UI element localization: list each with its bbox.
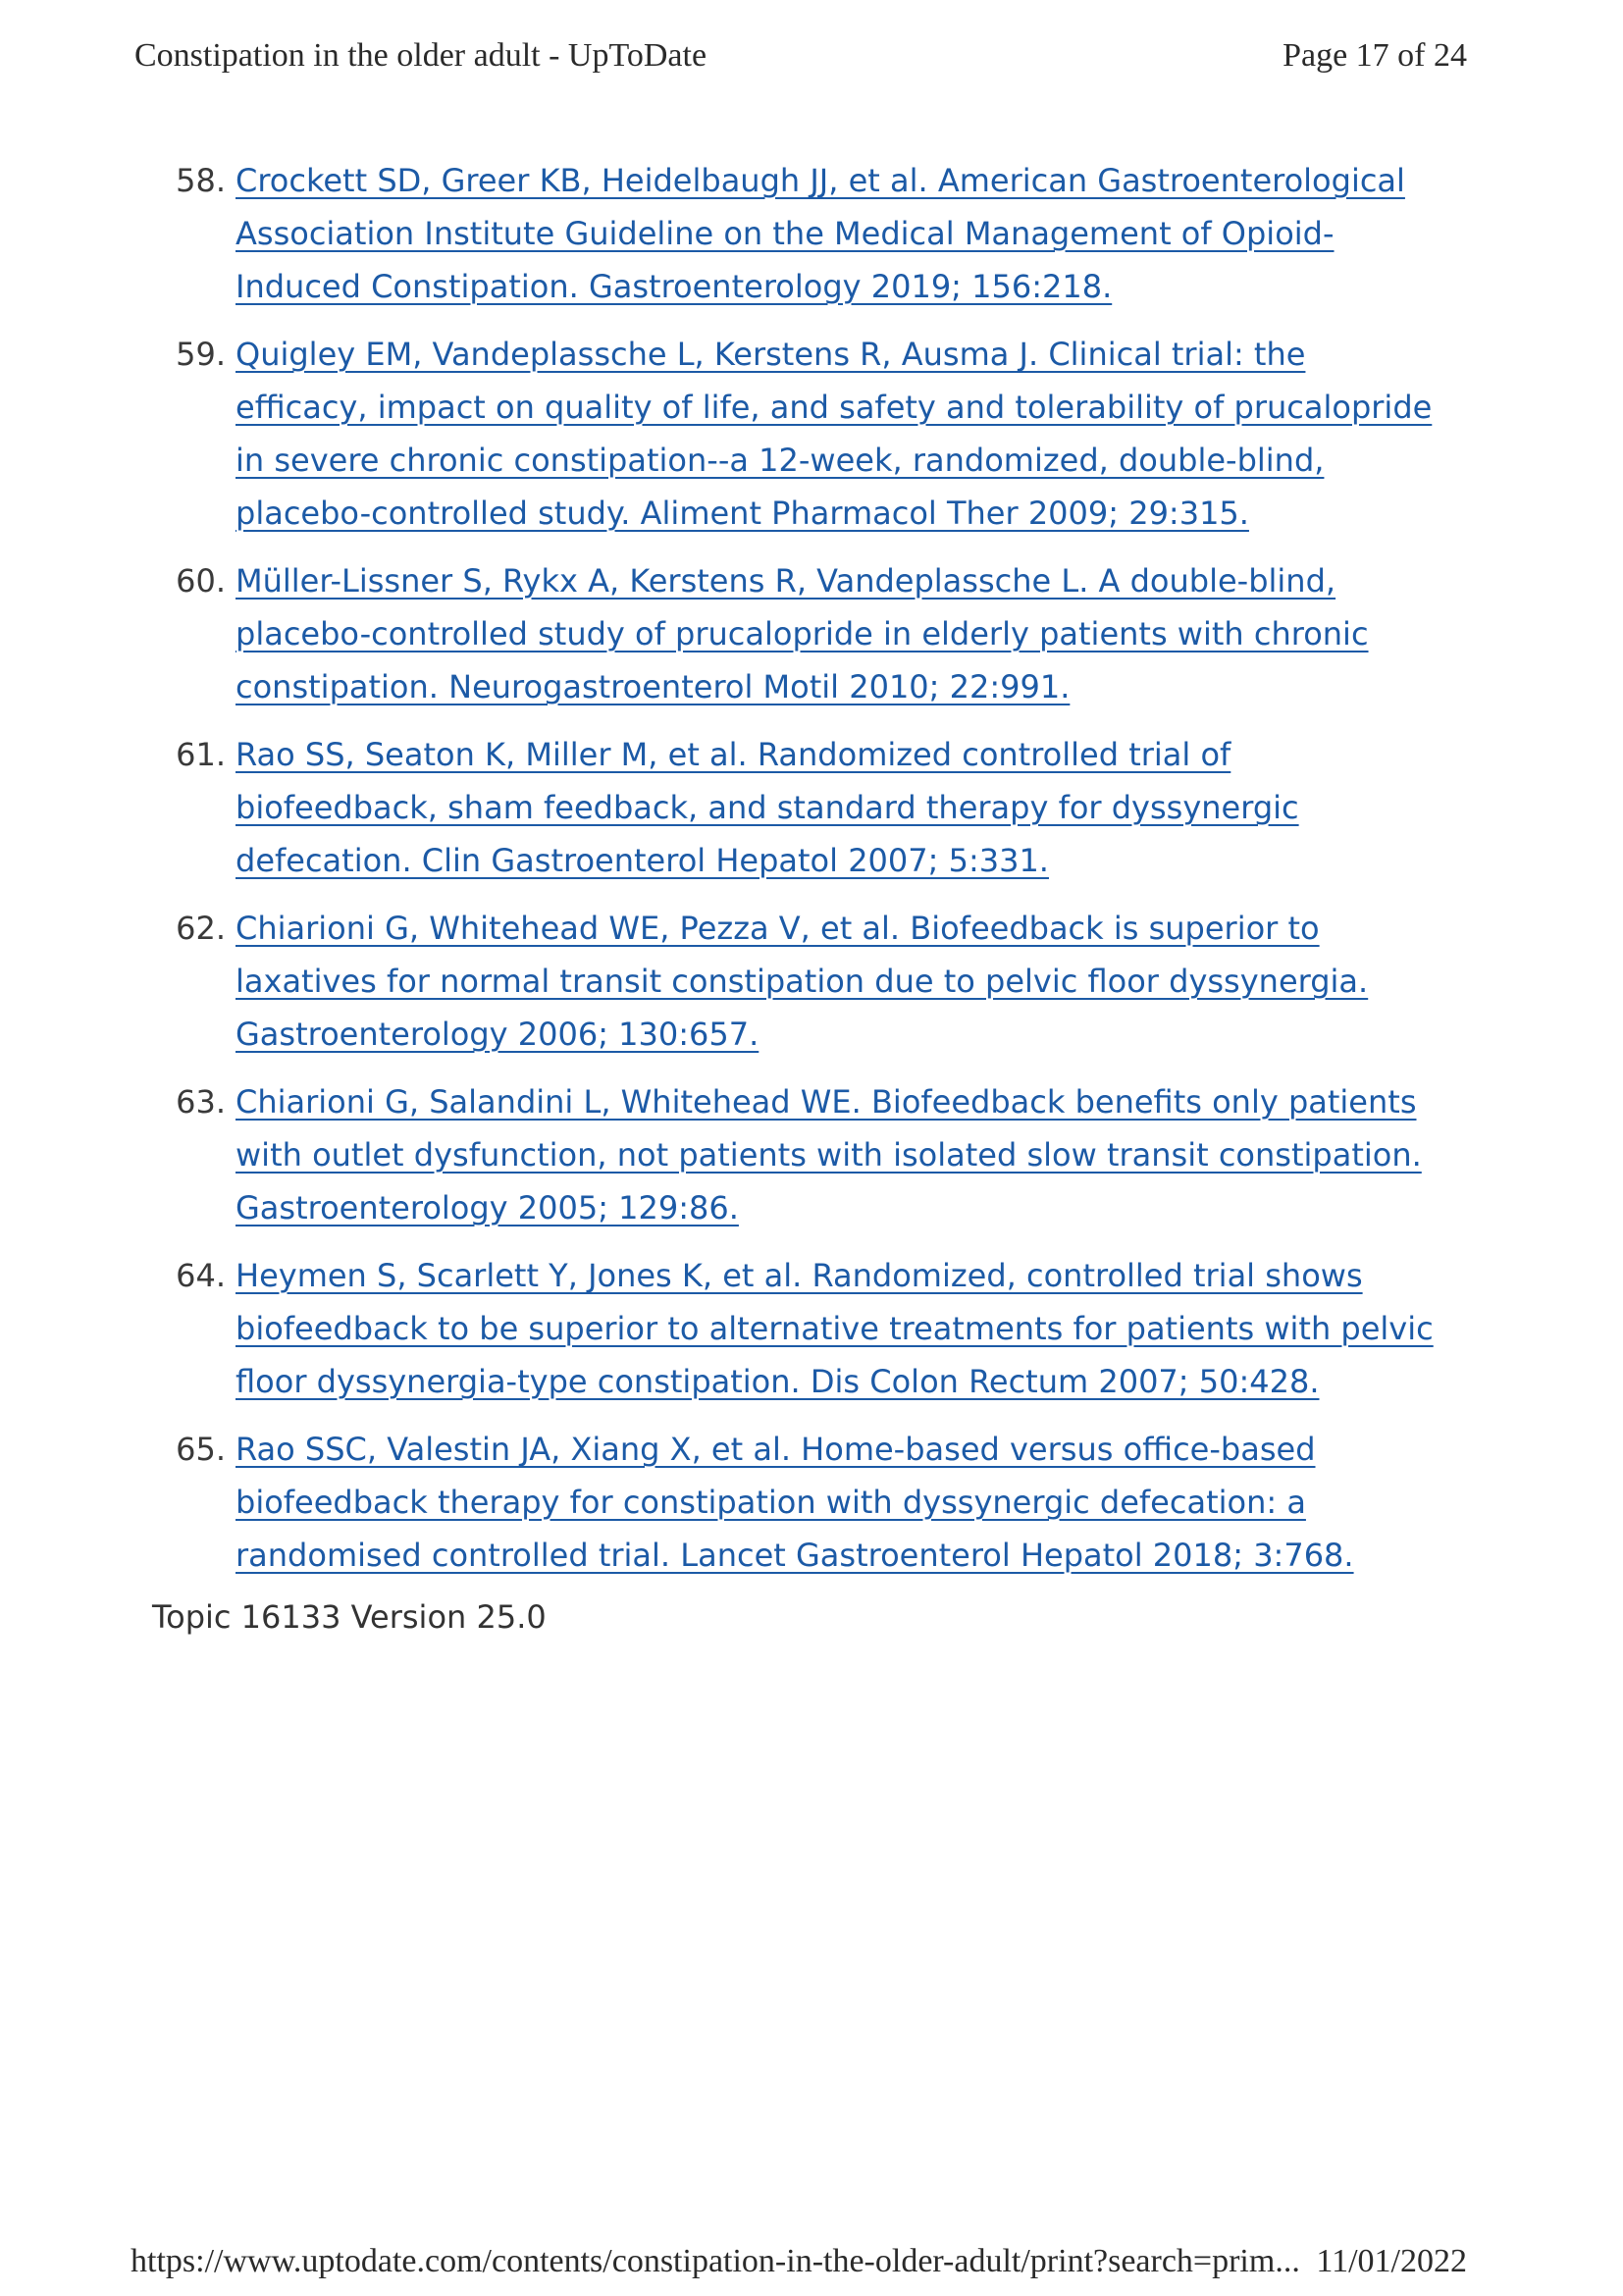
reference-list <box>147 154 1462 1596</box>
reference-item-61 <box>147 728 1462 887</box>
topic-version: Topic 16133 Version 25.0 <box>152 1598 547 1636</box>
reference-item-62 <box>147 902 1462 1061</box>
reference-number: 63. <box>176 1083 226 1121</box>
reference-link-61[interactable]: Rao SS, Seaton K, Miller M, et al. Randomized controlled trial of biofeedback, sham feedback, and standard therapy for dyssynergic defecation. Clin Gastroenterol Hepatol 2007; 5:331. <box>236 736 1299 879</box>
reference-number: 58. <box>176 162 226 199</box>
document-title: Constipation in the older adult - UpToDate <box>134 37 707 74</box>
reference-link-64[interactable]: Heymen S, Scarlett Y, Jones K, et al. Randomized, controlled trial shows biofeedback to be superior to alternative treatments for patients with pelvic floor dyssynergia-type constipation. Dis Colon Rectum 2007; 50:428. <box>236 1257 1434 1400</box>
reference-item-59 <box>147 328 1462 540</box>
reference-item-65 <box>147 1423 1462 1582</box>
reference-link-65[interactable]: Rao SSC, Valestin JA, Xiang X, et al. Home-based versus office-based biofeedback therapy for constipation with dyssynergic defecation: a randomised controlled trial. Lancet Gastroenterol Hepatol 2018; 3:768. <box>236 1431 1354 1574</box>
page-number: Page 17 of 24 <box>1283 37 1467 74</box>
reference-number: 59. <box>176 336 226 373</box>
reference-number: 64. <box>176 1257 226 1294</box>
reference-number: 60. <box>176 562 226 600</box>
page-header <box>134 37 1467 80</box>
print-date: 11/01/2022 <box>1316 2243 1467 2279</box>
reference-number: 65. <box>176 1431 226 1468</box>
reference-link-58[interactable]: Crockett SD, Greer KB, Heidelbaugh JJ, et al. American Gastroenterological Association Institute Guideline on the Medical Management of Opioid-Induced Constipation. Gastroenterology 2019; 156:218. <box>236 162 1405 305</box>
reference-link-63[interactable]: Chiarioni G, Salandini L, Whitehead WE. Biofeedback benefits only patients with outlet dysfunction, not patients with isolated slow transit constipation. Gastroenterology 2005; 129:86. <box>236 1083 1422 1226</box>
reference-link-62[interactable]: Chiarioni G, Whitehead WE, Pezza V, et al. Biofeedback is superior to laxatives for normal transit constipation due to pelvic floor dyssynergia. Gastroenterology 2006; 130:657. <box>236 910 1369 1053</box>
reference-number: 62. <box>176 910 226 947</box>
reference-item-58 <box>147 154 1462 313</box>
reference-link-59[interactable]: Quigley EM, Vandeplassche L, Kerstens R, Ausma J. Clinical trial: the efficacy, impact on quality of life, and safety and tolerability of prucalopride in severe chronic constipation--a 12-week, randomized, double-blind, placebo-controlled study. Aliment Pharmacol Ther 2009; 29:315. <box>236 336 1433 532</box>
reference-item-64 <box>147 1249 1462 1408</box>
reference-number: 61. <box>176 736 226 773</box>
reference-item-63 <box>147 1075 1462 1234</box>
reference-link-60[interactable]: Müller-Lissner S, Rykx A, Kerstens R, Vandeplassche L. A double-blind, placebo-controlled study of prucalopride in elderly patients with chronic constipation. Neurogastroenterol Motil 2010; 22:991. <box>236 562 1369 705</box>
footer-url: https://www.uptodate.com/contents/constipation-in-the-older-adult/print?search=prim... <box>131 2243 1300 2279</box>
reference-item-60 <box>147 554 1462 713</box>
page-footer <box>131 2243 1467 2286</box>
